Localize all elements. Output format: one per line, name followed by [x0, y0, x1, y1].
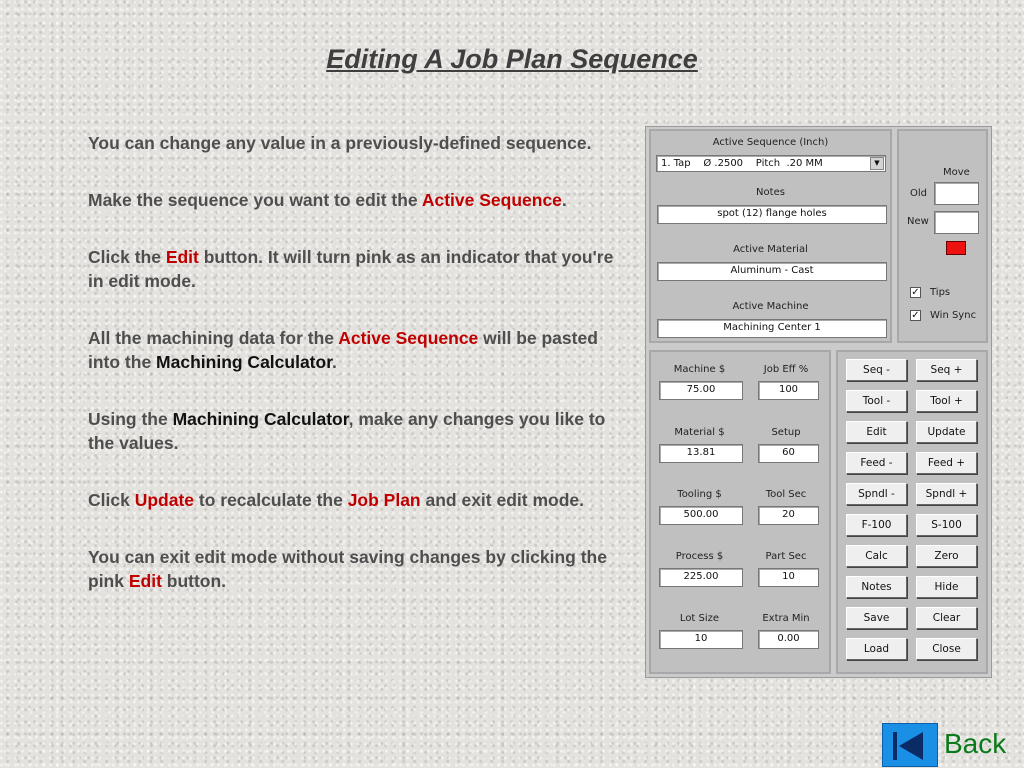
instruction-7-text: You can exit edit mode without saving changes by clicking the pink: [88, 547, 607, 591]
job-eff-label: Job Eff %: [763, 364, 809, 375]
move-panel: [897, 129, 988, 343]
active-machine-label: Active Machine: [732, 301, 809, 312]
edit-highlight: Edit: [128, 571, 162, 591]
lot-size-field[interactable]: 10: [659, 630, 743, 649]
notes-label: Notes: [756, 187, 785, 198]
back-link[interactable]: Back: [944, 728, 1007, 759]
process-cost-field[interactable]: 225.00: [659, 568, 743, 587]
instruction-7-end: button.: [161, 571, 227, 591]
move-label: Move: [943, 167, 970, 178]
machining-calculator-panel: [649, 350, 831, 674]
tooling-cost-field[interactable]: 500.00: [659, 506, 743, 525]
instruction-2: [88, 188, 623, 212]
active-sequence-value: 1. Tap Ø .2500 Pitch .20 MM: [661, 158, 823, 169]
edit-button[interactable]: Edit: [846, 421, 907, 443]
lot-size-label: Lot Size: [679, 613, 720, 624]
zero-button[interactable]: Zero: [916, 545, 977, 567]
job-plan-window: [645, 126, 992, 678]
setup-field[interactable]: 60: [758, 444, 819, 463]
move-old-field[interactable]: [934, 182, 979, 205]
close-button[interactable]: Close: [916, 638, 977, 660]
setup-label: Setup: [771, 427, 801, 438]
f-100-button[interactable]: F-100: [846, 514, 907, 536]
notes-field[interactable]: spot (12) flange holes: [657, 205, 887, 224]
tool-sec-label: Tool Sec: [765, 489, 807, 500]
update-highlight: Update: [134, 490, 195, 510]
process-cost-label: Process $: [675, 551, 724, 562]
sequence-panel: [649, 129, 892, 343]
extra-min-field[interactable]: 0.00: [758, 630, 819, 649]
move-new-field[interactable]: [934, 211, 979, 234]
instruction-5-text: Using the: [88, 409, 173, 429]
win-sync-label: Win Sync: [930, 310, 977, 321]
calc-button[interactable]: Calc: [846, 545, 907, 567]
checkmark-icon: ✓: [911, 287, 920, 298]
hide-button[interactable]: Hide: [916, 576, 977, 598]
edit-highlight: Edit: [165, 247, 199, 267]
win-sync-checkbox[interactable]: [910, 310, 921, 321]
save-button[interactable]: Save: [846, 607, 907, 629]
chevron-down-icon[interactable]: ▼: [870, 157, 884, 170]
skip-back-icon: [899, 732, 923, 760]
instruction-7: [88, 545, 623, 593]
notes-button[interactable]: Notes: [846, 576, 907, 598]
tool-plus-button[interactable]: Tool +: [916, 390, 977, 412]
instruction-3-end: button. It will turn pink as an indicator that you're in edit mode.: [88, 247, 614, 291]
machining-calculator-highlight: Machining Calculator: [172, 409, 349, 429]
part-sec-label: Part Sec: [765, 551, 807, 562]
tooling-cost-label: Tooling $: [677, 489, 722, 500]
s-100-button[interactable]: S-100: [916, 514, 977, 536]
active-sequence-highlight: Active Sequence: [421, 190, 562, 210]
material-cost-label: Material $: [674, 427, 725, 438]
active-material-label: Active Material: [733, 244, 808, 255]
material-cost-field[interactable]: 13.81: [659, 444, 743, 463]
instruction-4-end: .: [332, 352, 337, 372]
feed-plus-button[interactable]: Feed +: [916, 452, 977, 474]
instruction-2-end: .: [561, 190, 567, 210]
instruction-4-text: All the machining data for the: [88, 328, 339, 348]
instruction-3-text: Click the: [88, 247, 166, 267]
instruction-6-mid: to recalculate the: [194, 490, 348, 510]
active-sequence-highlight: Active Sequence: [338, 328, 479, 348]
tool-minus-button[interactable]: Tool -: [846, 390, 907, 412]
instruction-4: [88, 326, 623, 374]
clear-button[interactable]: Clear: [916, 607, 977, 629]
move-button[interactable]: [946, 241, 966, 255]
page-title: Editing A Job Plan Sequence: [326, 44, 698, 74]
instruction-5-end: , make any changes you like to the values.: [88, 409, 606, 453]
spindle-plus-button[interactable]: Spndl +: [916, 483, 977, 505]
instruction-2-text: Make the sequence you want to edit the: [88, 190, 422, 210]
active-sequence-label: Active Sequence (Inch): [712, 137, 829, 148]
tips-label: Tips: [930, 287, 951, 298]
active-material-field[interactable]: Aluminum - Cast: [657, 262, 887, 281]
job-eff-field[interactable]: 100: [758, 381, 819, 400]
new-label: New: [907, 216, 929, 227]
checkmark-icon: ✓: [911, 310, 920, 321]
job-plan-highlight: Job Plan: [347, 490, 421, 510]
instruction-6: [88, 488, 623, 512]
machine-cost-field[interactable]: 75.00: [659, 381, 743, 400]
tips-checkbox[interactable]: [910, 287, 921, 298]
instruction-3: [88, 245, 623, 293]
feed-minus-button[interactable]: Feed -: [846, 452, 907, 474]
skip-back-icon-bar: [893, 732, 897, 760]
instruction-6-end: and exit edit mode.: [420, 490, 584, 510]
active-sequence-select[interactable]: [656, 155, 886, 172]
tool-sec-field[interactable]: 20: [758, 506, 819, 525]
active-machine-field[interactable]: Machining Center 1: [657, 319, 887, 338]
seq-plus-button[interactable]: Seq +: [916, 359, 977, 381]
extra-min-label: Extra Min: [762, 613, 810, 624]
back-nav-button[interactable]: [882, 723, 938, 767]
spindle-minus-button[interactable]: Spndl -: [846, 483, 907, 505]
button-panel: [836, 350, 988, 674]
machine-cost-label: Machine $: [673, 364, 726, 375]
machining-calculator-highlight: Machining Calculator: [156, 352, 333, 372]
old-label: Old: [910, 188, 927, 199]
instruction-6-text: Click: [88, 490, 135, 510]
instruction-1: [88, 131, 623, 155]
load-button[interactable]: Load: [846, 638, 907, 660]
seq-minus-button[interactable]: Seq -: [846, 359, 907, 381]
instructions-text: [88, 131, 623, 626]
instruction-1-text: You can change any value in a previously-defined sequence.: [88, 133, 592, 153]
update-button[interactable]: Update: [916, 421, 977, 443]
instruction-4-mid: will be pasted into the: [88, 328, 598, 372]
instruction-5: [88, 407, 623, 455]
part-sec-field[interactable]: 10: [758, 568, 819, 587]
